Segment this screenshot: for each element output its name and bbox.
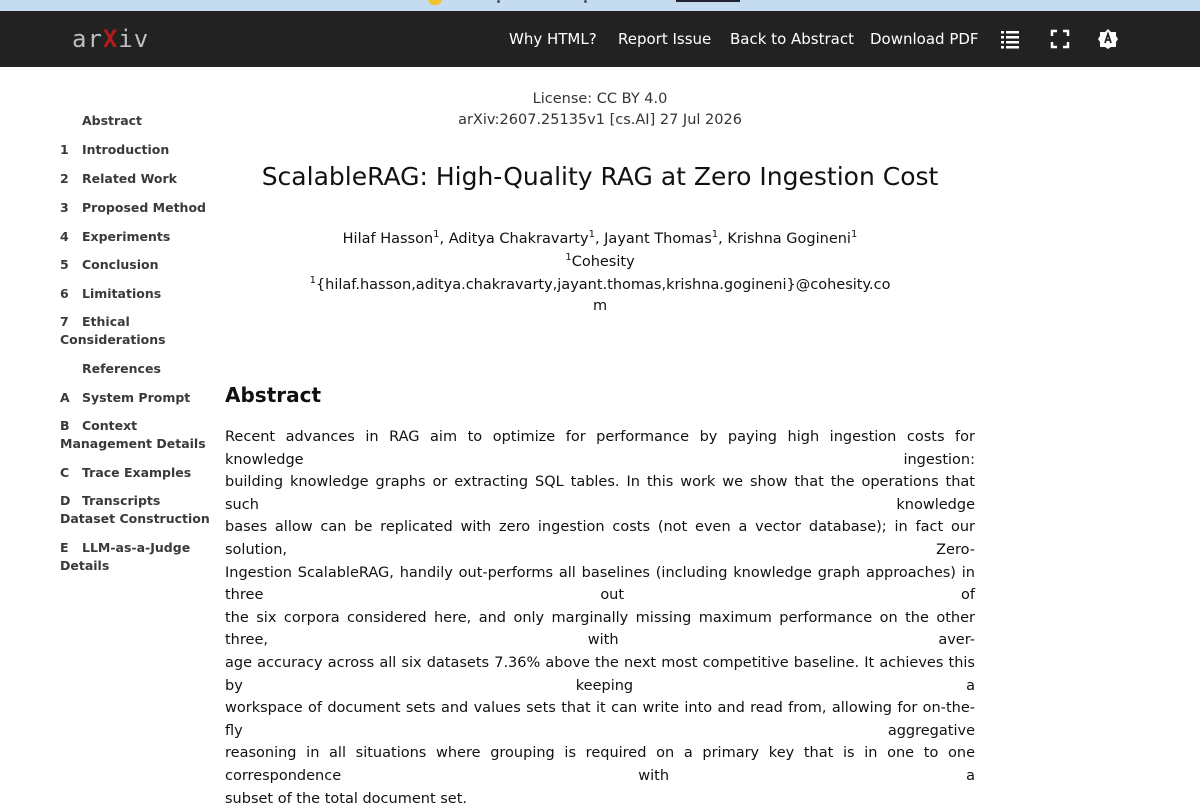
why-html-link[interactable]: Why HTML?: [509, 30, 597, 48]
toc-label: Proposed Method: [82, 200, 206, 215]
toc-num: 1: [60, 141, 82, 159]
author-list: Hilaf Hasson$^1$, Aditya Chakravarty$^1$, Jayant Thomas$^1$, Krishna Gogineni$^1$: [300, 228, 900, 251]
theme-icon[interactable]: [1097, 28, 1119, 50]
toc-label: Limitations: [82, 286, 161, 301]
toc-label: Ethical: [82, 314, 130, 329]
abstract-line: age accuracy across all six datasets 7.36% above the next most competitive baseline. It achieves this by keeping a: [225, 652, 975, 697]
toc-num: 3: [60, 199, 82, 217]
toc-label: LLM-as-a-Judge: [82, 540, 190, 555]
author-name: Krishna Gogineni: [727, 231, 851, 247]
toc-item-references[interactable]: [60, 360, 210, 378]
arxiv-id-line: arXiv:2607.25135v1 [cs.AI] 27 Jul 2026: [300, 112, 900, 128]
toc-num: 4: [60, 228, 82, 246]
download-pdf-link[interactable]: Download PDF: [870, 30, 979, 48]
toc-label: Context: [82, 418, 137, 433]
affiliation: [300, 251, 900, 274]
toc-num: 7: [60, 313, 82, 331]
toc-label: Abstract: [82, 113, 142, 128]
toc-item-proposed-method[interactable]: [60, 199, 210, 217]
toc-item-system-prompt[interactable]: [60, 389, 210, 407]
email-sup: 1: [310, 275, 316, 286]
paper-title: ScalableRAG: High-Quality RAG at Zero Ingestion Cost: [240, 162, 960, 191]
author-sup: 1: [433, 229, 439, 240]
logo-x: X: [103, 25, 118, 53]
logo-part: iv: [118, 25, 149, 53]
author-sup: 1: [851, 229, 857, 240]
toc-label: References: [82, 361, 161, 376]
tab-emoji-icon: [428, 0, 442, 5]
back-to-abstract-link[interactable]: Back to Abstract: [730, 30, 854, 48]
affiliation-sup: 1: [565, 252, 571, 263]
logo-part: ar: [72, 25, 103, 53]
toc-item-introduction[interactable]: [60, 141, 210, 159]
toc-label: Experiments: [82, 229, 170, 244]
abstract-line: the six corpora considered here, and only marginally missing maximum performance on the other three, with aver-: [225, 607, 975, 652]
toc-num: 6: [60, 285, 82, 303]
browser-top-strip: [0, 0, 1200, 11]
author-sup: 1: [589, 229, 595, 240]
email-line: [300, 274, 900, 297]
toc-label: Management Details: [60, 436, 206, 451]
toc-item-ethical-considerations[interactable]: [60, 313, 210, 349]
toc-num: A: [60, 389, 82, 407]
toc-label: Trace Examples: [82, 465, 191, 480]
toc-item-limitations[interactable]: [60, 285, 210, 303]
list-icon[interactable]: [999, 28, 1021, 50]
fullscreen-icon[interactable]: [1049, 28, 1071, 50]
arxiv-logo[interactable]: [72, 25, 149, 53]
email-line-wrap: m: [300, 295, 900, 318]
abstract-line: workspace of document sets and values sets that it can write into and read from, allowing for on-the-fly aggregative: [225, 697, 975, 742]
top-navbar: [0, 11, 1200, 67]
toc-num: 5: [60, 256, 82, 274]
toc-label: Introduction: [82, 142, 169, 157]
author-sup: 1: [712, 229, 718, 240]
toc-item-trace-examples[interactable]: [60, 464, 210, 482]
author-block: [300, 228, 900, 318]
abstract-line: reasoning in all situations where grouping is required on a primary key that is in one to one correspondence with a: [225, 742, 975, 787]
email-text: {hilaf.hasson,aditya.chakravarty,jayant.thomas,krishna.gogineni}@cohesity.co: [316, 277, 891, 293]
abstract-line: subset of the total document set.: [225, 788, 975, 810]
license-line[interactable]: License: CC BY 4.0: [300, 91, 900, 107]
report-issue-link[interactable]: Report Issue: [618, 30, 711, 48]
underline-decoration: [676, 0, 740, 2]
abstract-line: Recent advances in RAG aim to optimize for performance by paying high ingestion costs for knowledge ingestion:: [225, 426, 975, 471]
abstract-text: [225, 426, 975, 810]
toc-num: E: [60, 539, 82, 557]
toc-item-related-work[interactable]: [60, 170, 210, 188]
toc-label: Considerations: [60, 332, 166, 347]
toc-label: Details: [60, 558, 109, 573]
dot-icon: [497, 0, 500, 3]
toc-item-context-management[interactable]: [60, 417, 210, 453]
toc-num: B: [60, 417, 82, 435]
toc-item-abstract[interactable]: [60, 112, 210, 130]
toc-label: Conclusion: [82, 257, 158, 272]
toc-item-conclusion[interactable]: [60, 256, 210, 274]
toc-item-llm-judge[interactable]: [60, 539, 210, 575]
dot-icon: [584, 0, 587, 3]
toc-num: D: [60, 492, 82, 510]
author-name: Jayant Thomas: [604, 231, 712, 247]
toc-num: 2: [60, 170, 82, 188]
toc-label: System Prompt: [82, 390, 190, 405]
toc-num: C: [60, 464, 82, 482]
author-name: Hilaf Hasson: [343, 231, 434, 247]
toc-item-experiments[interactable]: [60, 228, 210, 246]
abstract-heading: Abstract: [225, 383, 321, 407]
abstract-line: Ingestion ScalableRAG, handily out-performs all baselines (including knowledge graph approaches) in three out of: [225, 562, 975, 607]
toc-label: Transcripts: [82, 493, 160, 508]
affiliation-name: Cohesity: [572, 254, 635, 270]
author-name: Aditya Chakravarty: [449, 231, 589, 247]
toc-label: Dataset Construction: [60, 511, 210, 526]
abstract-line: bases allow can be replicated with zero ingestion costs (not even a vector database); in fact our solution, Zero-: [225, 516, 975, 561]
abstract-line: building knowledge graphs or extracting SQL tables. In this work we show that the operations that such knowledge: [225, 471, 975, 516]
toc-item-transcripts[interactable]: [60, 492, 210, 528]
toc-label: Related Work: [82, 171, 177, 186]
